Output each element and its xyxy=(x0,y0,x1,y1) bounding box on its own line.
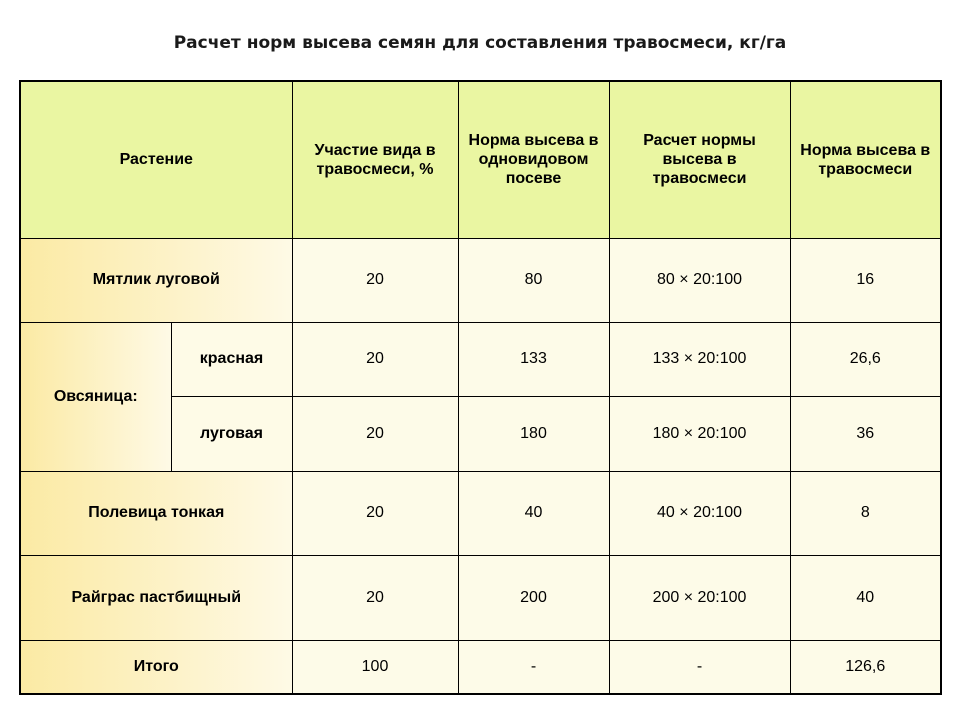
mix-rate-cell: 126,6 xyxy=(790,640,941,694)
mix-rate-cell: 16 xyxy=(790,238,941,322)
calc-cell: 200 × 20:100 xyxy=(609,555,790,640)
plant-variant: луговая xyxy=(171,396,292,471)
header-row xyxy=(20,81,941,238)
single-rate-cell: 40 xyxy=(458,471,609,555)
share-cell: 20 xyxy=(292,238,458,322)
share-cell: 20 xyxy=(292,471,458,555)
mix-rate-cell: 8 xyxy=(790,471,941,555)
share-cell: 20 xyxy=(292,555,458,640)
calc-cell: - xyxy=(609,640,790,694)
mix-rate-cell: 26,6 xyxy=(790,322,941,396)
calc-cell: 80 × 20:100 xyxy=(609,238,790,322)
calc-cell: 40 × 20:100 xyxy=(609,471,790,555)
header-single-rate: Норма высева в одновидовом посеве xyxy=(458,81,609,238)
header-share: Участие вида в травосмеси, % xyxy=(292,81,458,238)
single-rate-cell: - xyxy=(458,640,609,694)
plant-group-name: Овсяница: xyxy=(20,322,171,471)
single-rate-cell: 200 xyxy=(458,555,609,640)
seed-rate-table xyxy=(19,80,942,695)
table-row xyxy=(20,471,941,555)
header-mix-rate: Норма высева в травосмеси xyxy=(790,81,941,238)
single-rate-cell: 133 xyxy=(458,322,609,396)
table-row xyxy=(20,555,941,640)
plant-name: Мятлик луговой xyxy=(20,238,292,322)
table-row xyxy=(20,322,941,396)
header-calc: Расчет нормы высева в травосмеси xyxy=(609,81,790,238)
plant-name: Райграс пастбищный xyxy=(20,555,292,640)
mix-rate-cell: 36 xyxy=(790,396,941,471)
calc-cell: 133 × 20:100 xyxy=(609,322,790,396)
plant-name: Полевица тонкая xyxy=(20,471,292,555)
single-rate-cell: 80 xyxy=(458,238,609,322)
page-title: Расчет норм высева семян для составления травосмеси, кг/га xyxy=(173,33,787,53)
calc-cell: 180 × 20:100 xyxy=(609,396,790,471)
share-cell: 20 xyxy=(292,322,458,396)
header-plant: Растение xyxy=(20,81,292,238)
total-label: Итого xyxy=(20,640,292,694)
share-cell: 20 xyxy=(292,396,458,471)
mix-rate-cell: 40 xyxy=(790,555,941,640)
plant-variant: красная xyxy=(171,322,292,396)
table-row xyxy=(20,238,941,322)
total-row xyxy=(20,640,941,694)
share-cell: 100 xyxy=(292,640,458,694)
single-rate-cell: 180 xyxy=(458,396,609,471)
